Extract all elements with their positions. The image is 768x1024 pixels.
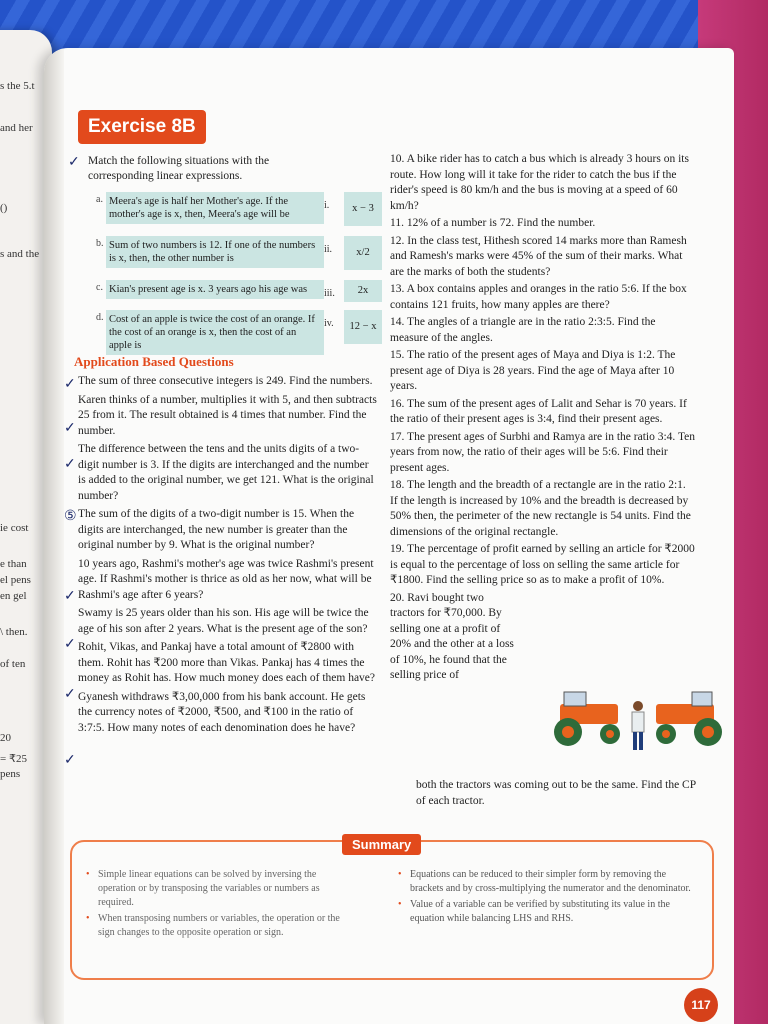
left-page-fragment: ie cost bbox=[0, 522, 29, 534]
left-page-fragment: \ then. bbox=[0, 626, 28, 638]
match-number: i. bbox=[324, 200, 330, 211]
question-1-text: Match the following situations with the corresponding linear expressions. bbox=[88, 155, 270, 182]
handwritten-tick-mark: ✓ bbox=[68, 155, 80, 170]
question-item: 11. 12% of a number is 72. Find the number. bbox=[390, 217, 596, 229]
summary-point: • Equations can be reduced to their simpler form by removing the brackets and by cross-multiplying the numerator and the denominator. bbox=[398, 868, 698, 896]
summary-point: • Value of a variable can be verified by substituting its value in the equation while balancing LHS and RHS. bbox=[398, 898, 698, 926]
question-item: 14. The angles of a triangle are in the ratio 2:3:5. Find the measure of the angles. bbox=[390, 316, 656, 344]
left-page-fragment: () bbox=[0, 202, 8, 214]
handwritten-tick-mark: ✓ bbox=[64, 377, 76, 392]
exercise-title: Exercise 8B bbox=[78, 110, 206, 144]
section-heading: Application Based Questions bbox=[74, 354, 234, 369]
match-row bbox=[96, 190, 386, 234]
question-item: 17. The present ages of Surbhi and Ramya are in the ratio 3:4. Ten years from now, the ratio of their ages will be 5:6. Find their present ages. bbox=[390, 430, 696, 474]
question-20-continuation: both the tractors was coming out to be the same. Find the CP of each tractor. bbox=[416, 779, 696, 807]
summary-right-column bbox=[398, 868, 698, 928]
match-row bbox=[96, 278, 386, 308]
page-number: 117 bbox=[684, 988, 718, 1022]
match-expression: x/2 bbox=[344, 236, 382, 270]
question-item: The sum of the digits of a two-digit number is 15. When the digits are interchanged, the new number is greater than the original number by 9. What is the original number? bbox=[78, 508, 355, 551]
match-label: d. bbox=[96, 312, 104, 323]
tractor-icon bbox=[656, 692, 722, 746]
match-number: ii. bbox=[324, 244, 333, 255]
question-item: 16. The sum of the present ages of Lalit and Sehar is 70 years. If the ratio of their present ages is 3:4, find their present ages. bbox=[390, 397, 687, 425]
question-item: 10 years ago, Rashmi's mother's age was twice Rashmi's present age. If Rashmi's mother is thrice as old as her now, what will be Rashmi's age after 6 years? bbox=[78, 557, 374, 601]
match-number: iv. bbox=[324, 318, 334, 329]
match-expression: 2x bbox=[344, 280, 382, 302]
handwritten-tick-mark: ✓ bbox=[64, 637, 76, 652]
question-item: 15. The ratio of the present ages of Maya and Diya is 1:2. The present age of Diya is 28 years. Find the age of Maya after 10 years. bbox=[390, 349, 676, 392]
handwritten-circle-mark: ⑤ bbox=[64, 509, 77, 524]
tractor-icon bbox=[554, 692, 620, 746]
match-table bbox=[96, 190, 386, 352]
match-situation: Cost of an apple is twice the cost of an orange. If the cost of an orange is x, then the cost of an apple is bbox=[106, 310, 324, 355]
match-label: c. bbox=[96, 282, 103, 293]
question-item: 12. In the class test, Hithesh scored 14 marks more than Ramesh and Ramesh's marks were 45% of the sum of their marks. What are the marks of both the students? bbox=[390, 234, 687, 278]
left-page-fragment: pens bbox=[0, 768, 21, 780]
question-1-intro bbox=[88, 154, 328, 184]
left-page-fragment: s and the bbox=[0, 248, 40, 260]
left-page-fragment: of ten bbox=[0, 658, 26, 670]
match-expression: 12 − x bbox=[344, 310, 382, 344]
farmer-figure bbox=[632, 701, 644, 750]
summary-left-column bbox=[86, 868, 356, 942]
question-item: Swamy is 25 years older than his son. His age will be twice the age of his son after 2 years. What is the present age of the son? bbox=[78, 607, 369, 635]
match-label: b. bbox=[96, 238, 104, 249]
question-item: 19. The percentage of profit earned by selling an article for ₹2000 is equal to the percentage of loss on selling the same article for ₹1800. Find the selling price so as to make a profit of 10%. bbox=[390, 543, 695, 586]
question-item: 13. A box contains apples and oranges in the ratio 5:6. If the box contains 121 fruits, how many apples are there? bbox=[390, 283, 687, 311]
question-item: 20. Ravi bought two tractors for ₹70,000. By selling one at a profit of 20% and the other at a loss of 10%, he found that the selling price of bbox=[390, 591, 514, 681]
textbook-page bbox=[44, 48, 734, 1024]
match-row bbox=[96, 308, 386, 352]
left-page-fragment: el pens bbox=[0, 574, 31, 586]
match-expression: x − 3 bbox=[344, 192, 382, 226]
question-item: Karen thinks of a number, multiplies it with 5, and then subtracts 25 from it. The result obtained is 4 times that number. Find the number. bbox=[78, 393, 377, 437]
handwritten-tick-mark: ✓ bbox=[64, 421, 76, 436]
match-situation: Sum of two numbers is 12. If one of the numbers is x, then, the other number is bbox=[106, 236, 324, 268]
handwritten-tick-mark: ✓ bbox=[64, 687, 76, 702]
left-page-fragment: and her bbox=[0, 122, 33, 134]
right-question-column bbox=[390, 152, 696, 686]
question-item: 10. A bike rider has to catch a bus which is already 3 hours on its route. How long will it take for the rider to catch the bus if the rider's speed is 80 km/h and the bus is moving at a speed of 60 km/h? bbox=[390, 153, 689, 212]
page-spine-shadow bbox=[44, 48, 64, 1024]
handwritten-tick-mark: ✓ bbox=[64, 589, 76, 604]
left-page-fragment: 20 bbox=[0, 732, 11, 744]
match-number: iii. bbox=[324, 288, 335, 299]
question-item: 18. The length and the breadth of a rectangle are in the ratio 2:1. If the length is increased by 10% and the breadth is decreased by 50% then, the perimeter of the new rectangle is 54 units. Find the dimensions of the original rectangle. bbox=[390, 479, 691, 538]
tractors-illustration bbox=[542, 680, 732, 756]
summary-point: • When transposing numbers or variables, the operation or the sign changes to the opposite operation or sign. bbox=[86, 912, 356, 940]
summary-point: • Simple linear equations can be solved by inversing the operation or by transposing the variables or numbers as required. bbox=[86, 868, 356, 910]
match-label: a. bbox=[96, 194, 103, 205]
left-page-fragment: en gel bbox=[0, 590, 27, 602]
handwritten-tick-mark: ✓ bbox=[64, 753, 76, 768]
question-item: Gyanesh withdraws ₹3,00,000 from his bank account. He gets the currency notes of ₹2000, ₹500, and ₹100 in the ratio of 3:7:5. How many notes of each denomination does he have? bbox=[78, 690, 366, 734]
summary-title: Summary bbox=[342, 834, 421, 855]
question-item: Rohit, Vikas, and Pankaj have a total amount of ₹2800 with them. Rohit has ₹200 more than Vikas. Pankaj has 4 times the money as Rohit has. How much money does each of them have? bbox=[78, 641, 376, 684]
question-item: The sum of three consecutive integers is 249. Find the numbers. bbox=[78, 375, 373, 387]
match-situation: Kian's present age is x. 3 years ago his age was bbox=[106, 280, 324, 299]
left-page-fragment: = ₹25 bbox=[0, 753, 27, 765]
left-page-fragment: e than bbox=[0, 558, 27, 570]
left-question-column bbox=[78, 374, 378, 739]
match-situation: Meera's age is half her Mother's age. If the mother's age is x, then, Meera's age will be bbox=[106, 192, 324, 224]
question-item: The difference between the tens and the units digits of a two-digit number is 3. If the digits are interchanged and the number is added to the original number, we get 121. What is the original number? bbox=[78, 443, 374, 502]
handwritten-tick-mark: ✓ bbox=[64, 457, 76, 472]
left-page-fragment: s the 5.t bbox=[0, 80, 35, 92]
match-row bbox=[96, 234, 386, 278]
